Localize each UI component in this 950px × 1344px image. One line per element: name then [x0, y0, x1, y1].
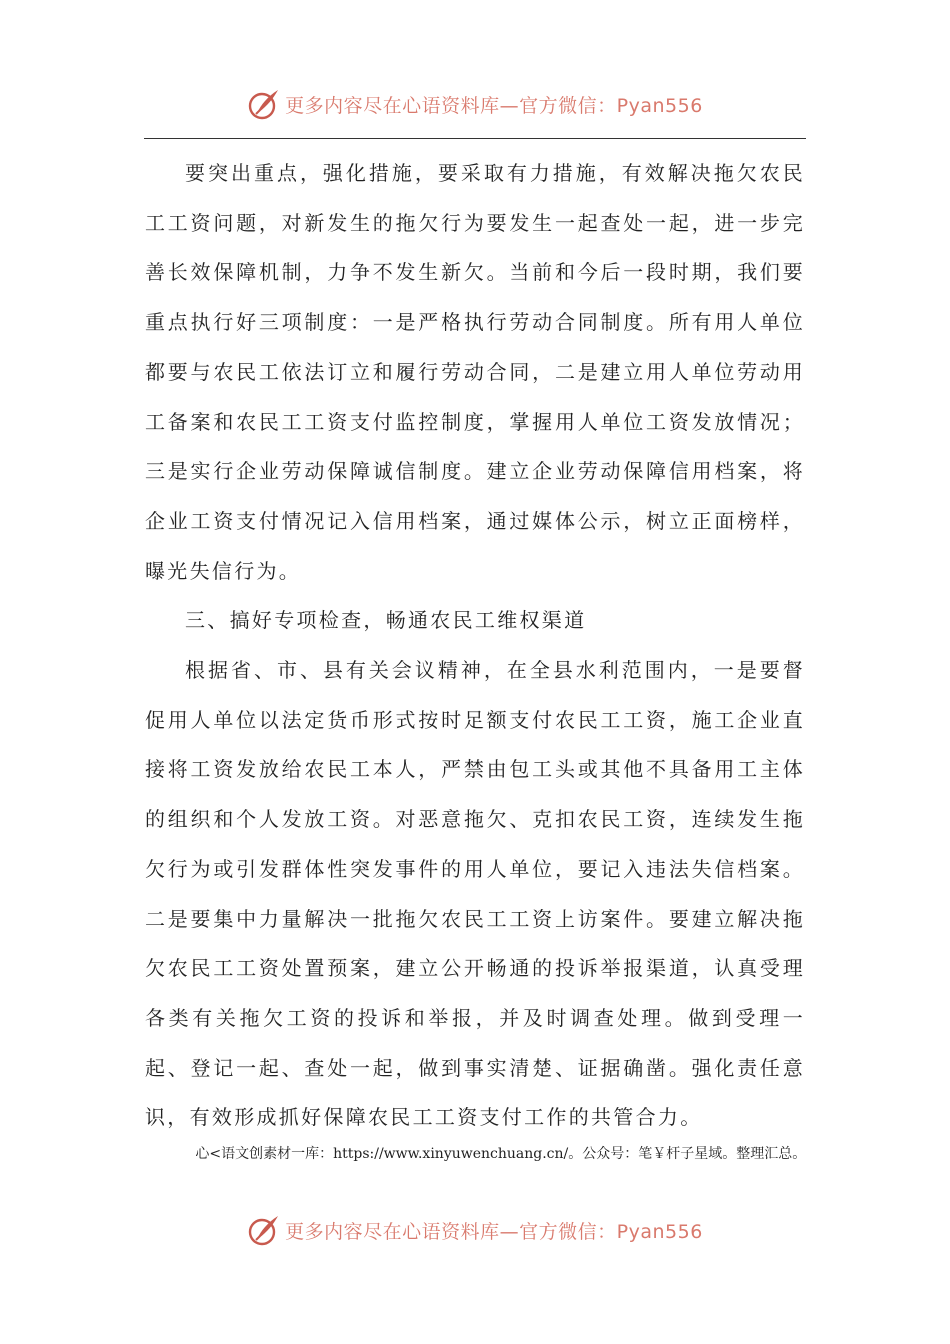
section-heading: 三、搞好专项检查，畅通农民工维权渠道	[185, 608, 587, 633]
quill-pen-logo-icon	[247, 1213, 281, 1247]
header-banner	[0, 84, 950, 124]
source-footnote: 心<语文创素材一库：https://www.xinyuwenchuang.cn/。公众号：笔￥杆子星域。整理汇总。	[195, 1146, 807, 1162]
quill-pen-logo-icon	[247, 87, 281, 121]
footer-banner-text: 更多内容尽在心语资料库—官方微信：Pyan556	[285, 1220, 703, 1243]
document-body	[145, 149, 805, 1143]
footer-banner	[0, 1210, 950, 1250]
paragraph: 根据省、市、县有关会议精神，在全县水利范围内，一是要督促用人单位以法定货币形式按时足额支付农民工工资，施工企业直接将工资发放给农民工本人，严禁由包工头或其他不具备用工主体的组织和个人发放工资。对恶意拖欠、克扣农民工资，连续发生拖欠行为或引发群体性突发事件的用人单位，要记入违法失信档案。二是要集中力量解决一批拖欠农民工工资上访案件。要建立解决拖欠农民工工资处置预案，建立公开畅通的投诉举报渠道，认真受理各类有关拖欠工资的投诉和举报，并及时调查处理。做到受理一起、登记一起、查处一起，做到事实清楚、证据确凿。强化责任意识，有效形成抓好保障农民工工资支付工作的共管合力。	[145, 658, 805, 1130]
header-divider	[144, 138, 806, 139]
header-banner-text: 更多内容尽在心语资料库—官方微信：Pyan556	[285, 94, 703, 117]
paragraph: 要突出重点，强化措施，要采取有力措施，有效解决拖欠农民工工资问题，对新发生的拖欠行为要发生一起查处一起，进一步完善长效保障机制，力争不发生新欠。当前和今后一段时期，我们要重点执行好三项制度：一是严格执行劳动合同制度。所有用人单位都要与农民工依法订立和履行劳动合同，二是建立用人单位劳动用工备案和农民工工资支付监控制度，掌握用人单位工资发放情况；三是实行企业劳动保障诚信制度。建立企业劳动保障信用档案，将企业工资支付情况记入信用档案，通过媒体公示，树立正面榜样，曝光失信行为。	[145, 161, 805, 583]
